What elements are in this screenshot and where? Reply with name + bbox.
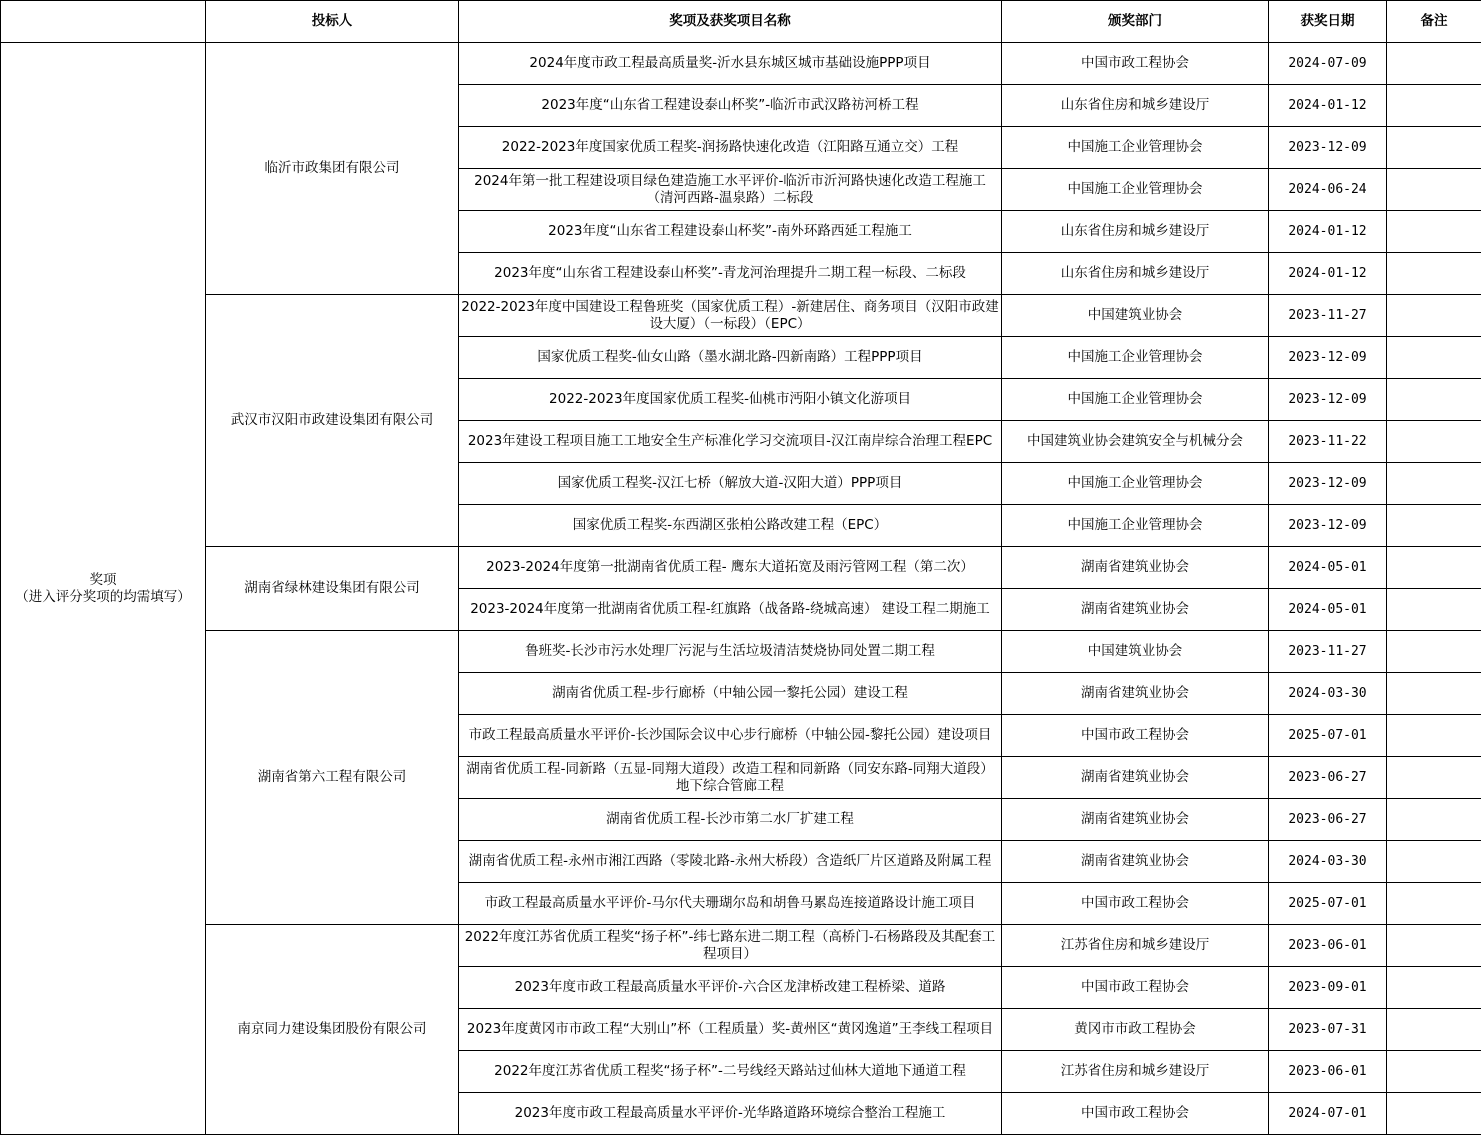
award-date-cell: 2023-12-09 xyxy=(1269,337,1387,379)
award-name-cell: 2023年度“山东省工程建设泰山杯奖”-南外环路西延工程施工 xyxy=(459,211,1002,253)
award-name-cell: 2023-2024年度第一批湖南省优质工程-红旗路（战备路-绕城高速） 建设工程二期施工 xyxy=(459,589,1002,631)
table-row xyxy=(1,295,1481,337)
remark-cell xyxy=(1387,757,1481,799)
category-cell xyxy=(1,43,206,1135)
award-date-cell: 2023-06-27 xyxy=(1269,799,1387,841)
issuer-cell: 中国施工企业管理协会 xyxy=(1002,505,1269,547)
remark-cell xyxy=(1387,505,1481,547)
header-issuer: 颁奖部门 xyxy=(1002,1,1269,43)
bidder-name-cell: 临沂市政集团有限公司 xyxy=(206,43,459,295)
award-name-cell: 2023年建设工程项目施工工地安全生产标准化学习交流项目-汉江南岸综合治理工程EPC xyxy=(459,421,1002,463)
award-date-cell: 2024-01-12 xyxy=(1269,211,1387,253)
remark-cell xyxy=(1387,547,1481,589)
award-date-cell: 2024-01-12 xyxy=(1269,253,1387,295)
remark-cell xyxy=(1387,85,1481,127)
issuer-cell: 中国施工企业管理协会 xyxy=(1002,169,1269,211)
remark-cell xyxy=(1387,379,1481,421)
award-name-cell: 2023-2024年度第一批湖南省优质工程- 鹰东大道拓宽及雨污管网工程（第二次） xyxy=(459,547,1002,589)
remark-cell xyxy=(1387,295,1481,337)
award-date-cell: 2023-11-27 xyxy=(1269,631,1387,673)
remark-cell xyxy=(1387,421,1481,463)
award-name-cell: 湖南省优质工程-长沙市第二水厂扩建工程 xyxy=(459,799,1002,841)
award-name-cell: 2023年度“山东省工程建设泰山杯奖”-临沂市武汉路祊河桥工程 xyxy=(459,85,1002,127)
award-date-cell: 2025-07-01 xyxy=(1269,883,1387,925)
category-label: 奖项 xyxy=(89,571,117,588)
remark-cell xyxy=(1387,463,1481,505)
issuer-cell: 湖南省建筑业协会 xyxy=(1002,547,1269,589)
award-name-cell: 国家优质工程奖-汉江七桥（解放大道-汉阳大道）PPP项目 xyxy=(459,463,1002,505)
remark-cell xyxy=(1387,211,1481,253)
header-row xyxy=(1,1,1481,43)
header-bidder: 投标人 xyxy=(206,1,459,43)
award-date-cell: 2024-07-01 xyxy=(1269,1093,1387,1135)
table-row xyxy=(1,43,1481,85)
issuer-cell: 中国施工企业管理协会 xyxy=(1002,463,1269,505)
issuer-cell: 中国市政工程协会 xyxy=(1002,43,1269,85)
remark-cell xyxy=(1387,337,1481,379)
award-date-cell: 2023-12-09 xyxy=(1269,127,1387,169)
remark-cell xyxy=(1387,1009,1481,1051)
issuer-cell: 中国市政工程协会 xyxy=(1002,883,1269,925)
remark-cell xyxy=(1387,799,1481,841)
award-name-cell: 2024年第一批工程建设项目绿色建造施工水平评价-临沂市沂河路快速化改造工程施工（清河西路-温泉路）二标段 xyxy=(459,169,1002,211)
remark-cell xyxy=(1387,589,1481,631)
remark-cell xyxy=(1387,925,1481,967)
award-date-cell: 2023-11-27 xyxy=(1269,295,1387,337)
award-name-cell: 湖南省优质工程-同新路（五显-同翔大道段）改造工程和同新路（同安东路-同翔大道段）地下综合管廊工程 xyxy=(459,757,1002,799)
issuer-cell: 湖南省建筑业协会 xyxy=(1002,757,1269,799)
header-award: 奖项及获奖项目名称 xyxy=(459,1,1002,43)
remark-cell xyxy=(1387,967,1481,1009)
award-name-cell: 2022年度江苏省优质工程奖“扬子杯”-纬七路东进二期工程（高桥门-石杨路段及其配套工程项目） xyxy=(459,925,1002,967)
award-name-cell: 2024年度市政工程最高质量奖-沂水县东城区城市基础设施PPP项目 xyxy=(459,43,1002,85)
award-date-cell: 2023-06-27 xyxy=(1269,757,1387,799)
remark-cell xyxy=(1387,1051,1481,1093)
award-name-cell: 市政工程最高质量水平评价-马尔代夫珊瑚尔岛和胡鲁马累岛连接道路设计施工项目 xyxy=(459,883,1002,925)
remark-cell xyxy=(1387,169,1481,211)
issuer-cell: 中国市政工程协会 xyxy=(1002,715,1269,757)
remark-cell xyxy=(1387,841,1481,883)
category-note: （进入评分奖项的均需填写） xyxy=(15,588,191,605)
remark-cell xyxy=(1387,631,1481,673)
award-date-cell: 2023-11-22 xyxy=(1269,421,1387,463)
award-name-cell: 2022-2023年度中国建设工程鲁班奖（国家优质工程）-新建居住、商务项目（汉阳市政建设大厦）（一标段）（EPC） xyxy=(459,295,1002,337)
award-date-cell: 2025-07-01 xyxy=(1269,715,1387,757)
issuer-cell: 中国市政工程协会 xyxy=(1002,967,1269,1009)
award-date-cell: 2024-06-24 xyxy=(1269,169,1387,211)
bidder-name-cell: 南京同力建设集团股份有限公司 xyxy=(206,925,459,1135)
issuer-cell: 山东省住房和城乡建设厅 xyxy=(1002,253,1269,295)
issuer-cell: 中国建筑业协会 xyxy=(1002,631,1269,673)
remark-cell xyxy=(1387,883,1481,925)
issuer-cell: 山东省住房和城乡建设厅 xyxy=(1002,211,1269,253)
remark-cell xyxy=(1387,127,1481,169)
award-name-cell: 2023年度“山东省工程建设泰山杯奖”-青龙河治理提升二期工程一标段、二标段 xyxy=(459,253,1002,295)
award-name-cell: 国家优质工程奖-仙女山路（墨水湖北路-四新南路）工程PPP项目 xyxy=(459,337,1002,379)
issuer-cell: 中国施工企业管理协会 xyxy=(1002,379,1269,421)
award-date-cell: 2023-09-01 xyxy=(1269,967,1387,1009)
issuer-cell: 湖南省建筑业协会 xyxy=(1002,673,1269,715)
issuer-cell: 中国施工企业管理协会 xyxy=(1002,127,1269,169)
table-row xyxy=(1,925,1481,967)
award-date-cell: 2024-05-01 xyxy=(1269,589,1387,631)
table-body xyxy=(1,43,1481,1135)
header-category xyxy=(1,1,206,43)
award-name-cell: 2022-2023年度国家优质工程奖-润扬路快速化改造（江阳路互通立交）工程 xyxy=(459,127,1002,169)
table-row xyxy=(1,631,1481,673)
award-date-cell: 2024-01-12 xyxy=(1269,85,1387,127)
issuer-cell: 中国市政工程协会 xyxy=(1002,1093,1269,1135)
award-name-cell: 湖南省优质工程-永州市湘江西路（零陵北路-永州大桥段）含造纸厂片区道路及附属工程 xyxy=(459,841,1002,883)
remark-cell xyxy=(1387,1093,1481,1135)
award-date-cell: 2023-12-09 xyxy=(1269,463,1387,505)
bidder-name-cell: 湖南省绿林建设集团有限公司 xyxy=(206,547,459,631)
issuer-cell: 中国建筑业协会 xyxy=(1002,295,1269,337)
issuer-cell: 山东省住房和城乡建设厅 xyxy=(1002,85,1269,127)
issuer-cell: 黄冈市市政工程协会 xyxy=(1002,1009,1269,1051)
issuer-cell: 中国建筑业协会建筑安全与机械分会 xyxy=(1002,421,1269,463)
issuer-cell: 中国施工企业管理协会 xyxy=(1002,337,1269,379)
issuer-cell: 湖南省建筑业协会 xyxy=(1002,589,1269,631)
header-remark: 备注 xyxy=(1387,1,1481,43)
award-date-cell: 2024-05-01 xyxy=(1269,547,1387,589)
award-date-cell: 2023-06-01 xyxy=(1269,925,1387,967)
issuer-cell: 江苏省住房和城乡建设厅 xyxy=(1002,1051,1269,1093)
issuer-cell: 湖南省建筑业协会 xyxy=(1002,799,1269,841)
award-name-cell: 2023年度市政工程最高质量水平评价-光华路道路环境综合整治工程施工 xyxy=(459,1093,1002,1135)
award-date-cell: 2024-03-30 xyxy=(1269,841,1387,883)
award-date-cell: 2023-12-09 xyxy=(1269,379,1387,421)
award-name-cell: 湖南省优质工程-步行廊桥（中轴公园一黎托公园）建设工程 xyxy=(459,673,1002,715)
award-name-cell: 2023年度黄冈市市政工程“大别山”杯（工程质量）奖-黄州区“黄冈逸道”王李线工程项目 xyxy=(459,1009,1002,1051)
issuer-cell: 江苏省住房和城乡建设厅 xyxy=(1002,925,1269,967)
award-date-cell: 2023-12-09 xyxy=(1269,505,1387,547)
award-date-cell: 2024-03-30 xyxy=(1269,673,1387,715)
header-date: 获奖日期 xyxy=(1269,1,1387,43)
award-name-cell: 2022年度江苏省优质工程奖“扬子杯”-二号线经天路站过仙林大道地下通道工程 xyxy=(459,1051,1002,1093)
remark-cell xyxy=(1387,253,1481,295)
award-name-cell: 鲁班奖-长沙市污水处理厂污泥与生活垃圾清洁焚烧协同处置二期工程 xyxy=(459,631,1002,673)
award-date-cell: 2023-06-01 xyxy=(1269,1051,1387,1093)
award-name-cell: 国家优质工程奖-东西湖区张柏公路改建工程（EPC） xyxy=(459,505,1002,547)
remark-cell xyxy=(1387,43,1481,85)
award-name-cell: 2022-2023年度国家优质工程奖-仙桃市沔阳小镇文化游项目 xyxy=(459,379,1002,421)
table-row xyxy=(1,547,1481,589)
award-date-cell: 2023-07-31 xyxy=(1269,1009,1387,1051)
bidder-name-cell: 湖南省第六工程有限公司 xyxy=(206,631,459,925)
award-date-cell: 2024-07-09 xyxy=(1269,43,1387,85)
remark-cell xyxy=(1387,715,1481,757)
bidder-name-cell: 武汉市汉阳市政建设集团有限公司 xyxy=(206,295,459,547)
award-name-cell: 市政工程最高质量水平评价-长沙国际会议中心步行廊桥（中轴公园-黎托公园）建设项目 xyxy=(459,715,1002,757)
award-name-cell: 2023年度市政工程最高质量水平评价-六合区龙津桥改建工程桥梁、道路 xyxy=(459,967,1002,1009)
issuer-cell: 湖南省建筑业协会 xyxy=(1002,841,1269,883)
remark-cell xyxy=(1387,673,1481,715)
